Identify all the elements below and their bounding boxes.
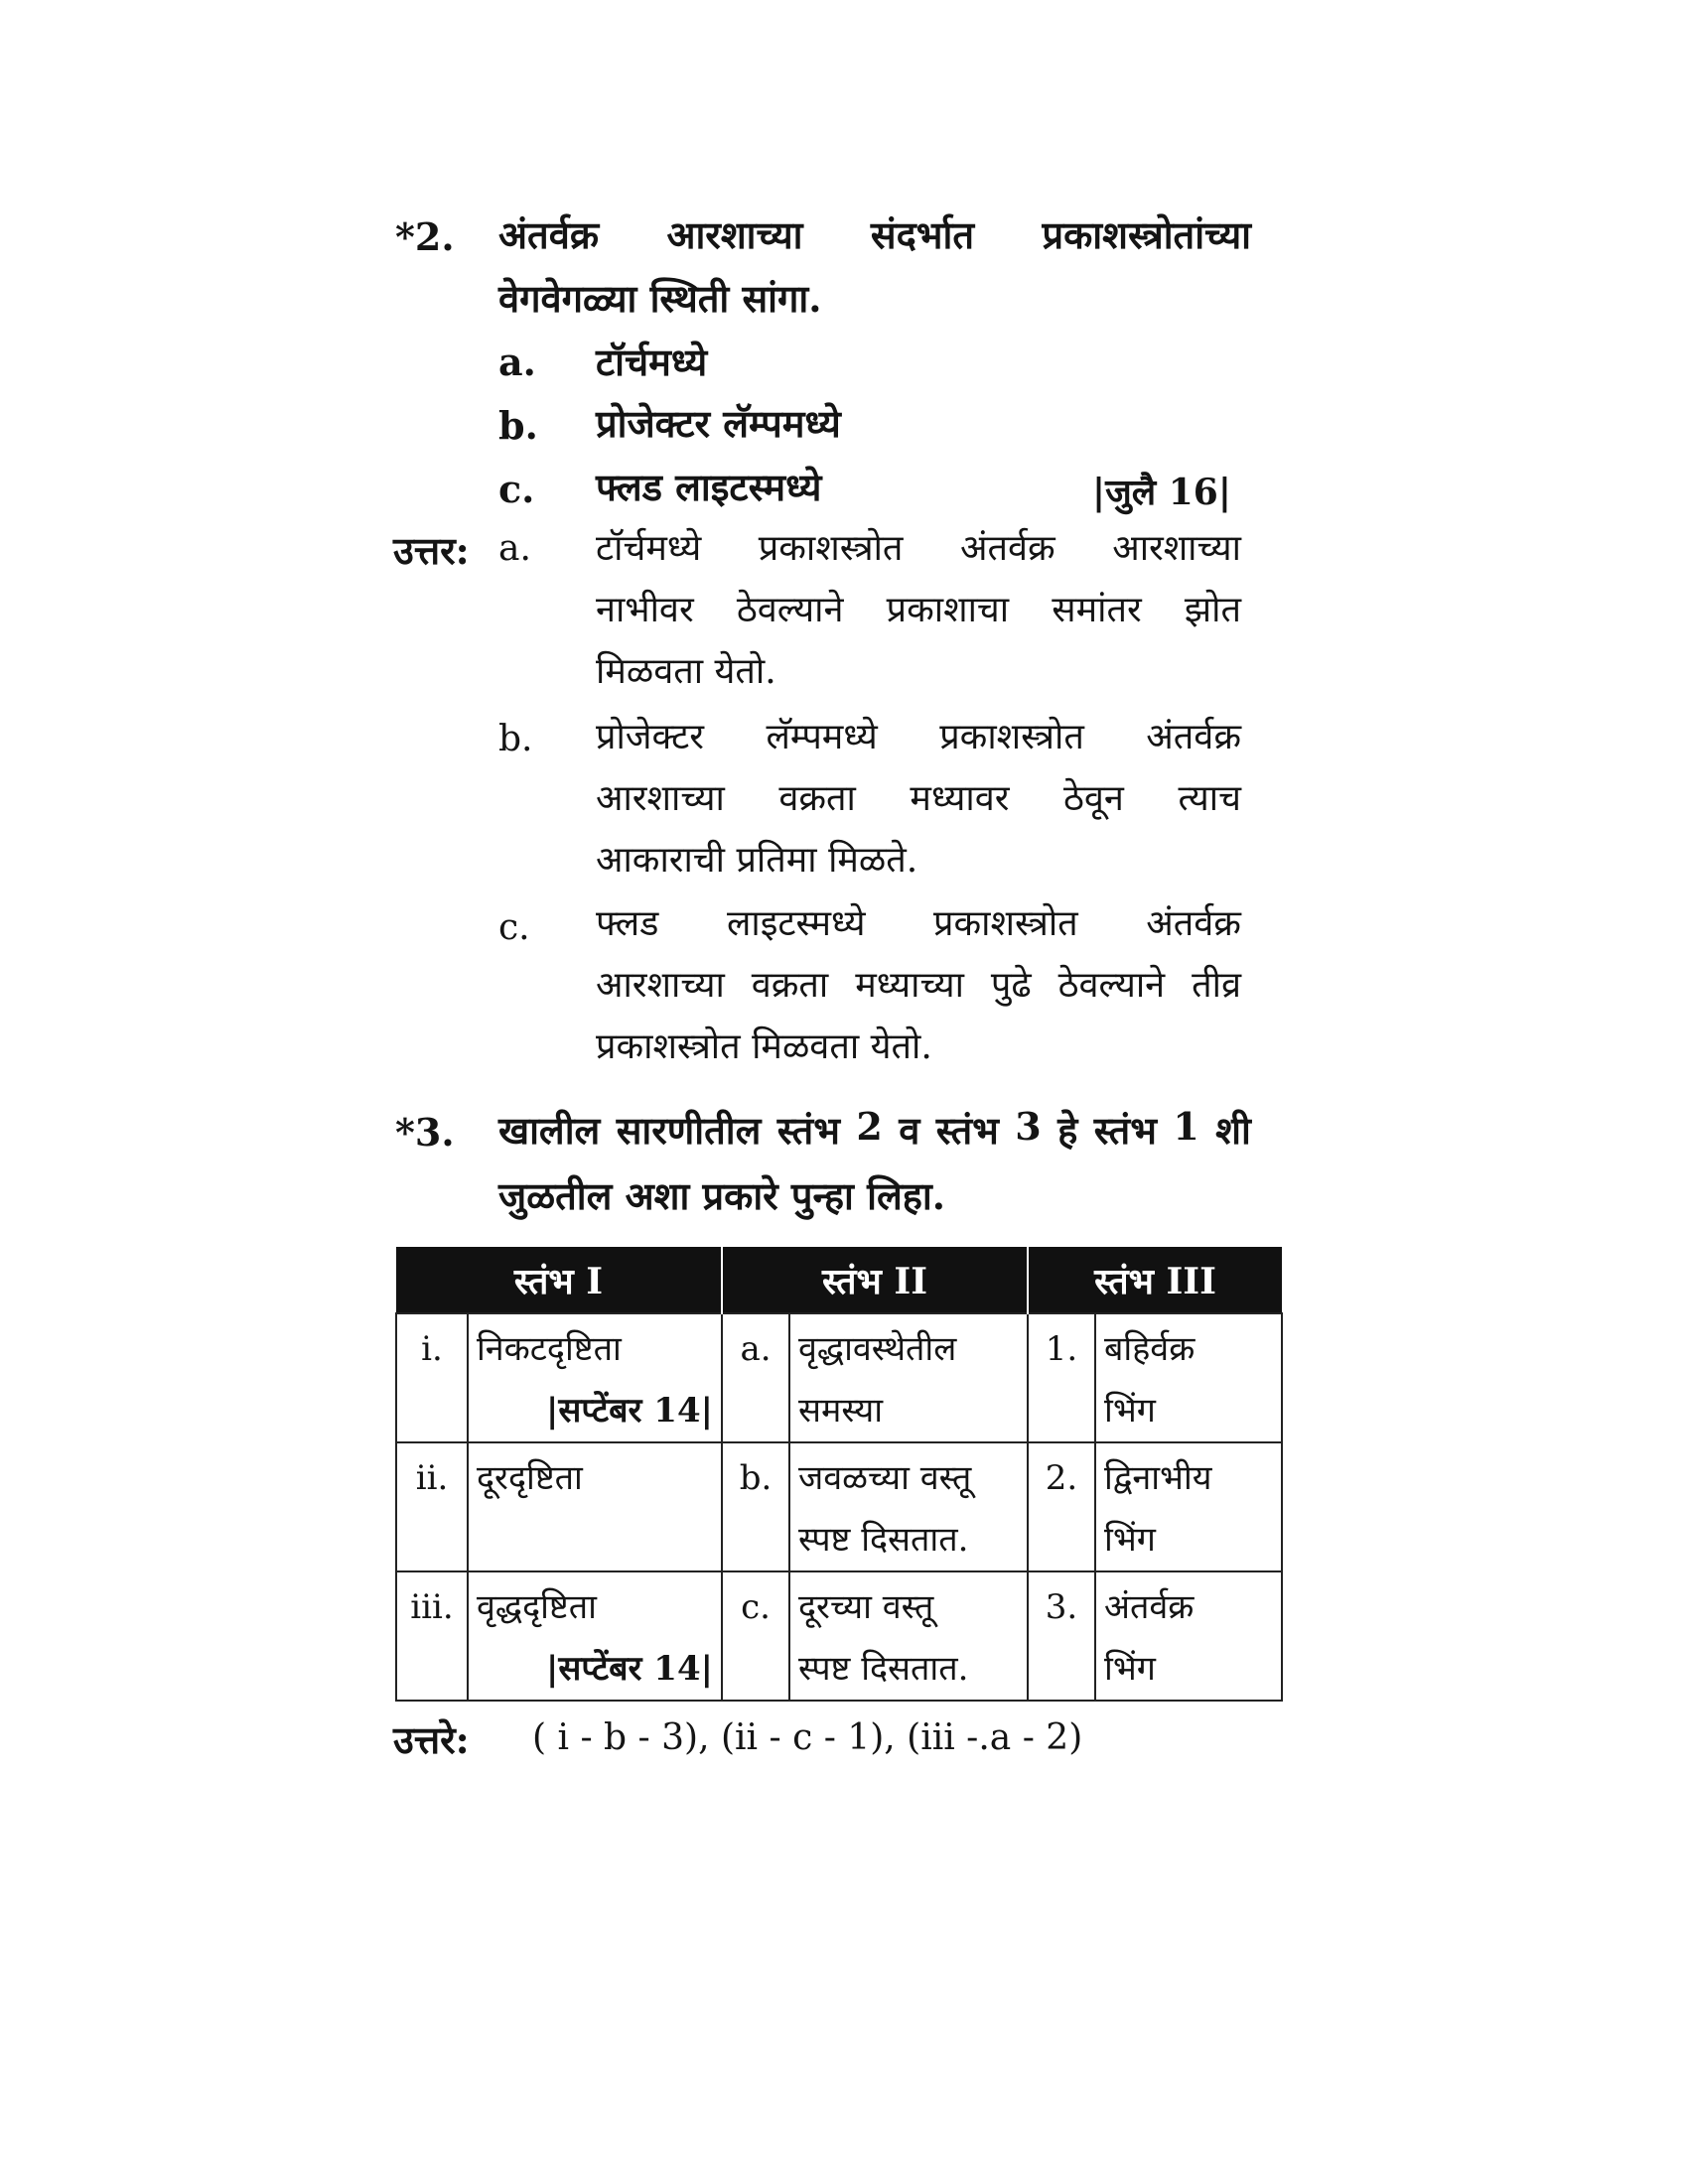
row-3-col2-num: c.: [722, 1571, 789, 1701]
row-1-col1-text: निकटदृष्टिता: [477, 1329, 622, 1369]
q2-date-tag: |जुलै 16|: [1092, 472, 1231, 513]
row-3-col1-tag: |सप्टेंबर 14|: [546, 1649, 713, 1689]
q2-answer-c-line2: आरशाच्या वक्रता मध्याच्या पुढे ठेवल्याने तीव्र: [596, 965, 1241, 1006]
q3-answer-text: ( i - b - 3), (ii - c - 1), (iii -.a - 2): [532, 1717, 1083, 1758]
q2-option-b-letter: b.: [498, 403, 538, 448]
q2-answer-a-line3: मिळवता येतो.: [596, 651, 776, 692]
q2-option-a-letter: a.: [498, 340, 536, 384]
row-3-col2-line1: दूरच्या वस्तू: [798, 1587, 934, 1627]
q2-answer-c-line1: फ्लड लाइटस्मध्ये प्रकाशस्त्रोत अंतर्वक्र: [596, 903, 1241, 944]
row-3-col1-num: iii.: [396, 1571, 468, 1701]
table-header-row: [396, 1247, 1282, 1313]
row-3-col3-line2: भिंग: [1104, 1649, 1156, 1689]
q2-answer-c-line3: प्रकाशस्त्रोत मिळवता येतो.: [596, 1026, 932, 1067]
table-row: [396, 1571, 1282, 1701]
row-2-col3: [1095, 1442, 1282, 1571]
row-2-col1: [468, 1442, 722, 1571]
row-3-col3-num: 3.: [1028, 1571, 1095, 1701]
q2-number: *2.: [395, 214, 455, 259]
table-row: [396, 1313, 1282, 1442]
q2-answer-a-line1: टॉर्चमध्ये प्रकाशस्त्रोत अंतर्वक्र आरशाच्या: [596, 528, 1241, 569]
matching-table: [395, 1247, 1283, 1702]
q3-number: *3.: [395, 1110, 455, 1155]
q2-question-line2: वेगवेगळ्या स्थिती सांगा.: [498, 276, 822, 321]
row-3-col2-line2: स्पष्ट दिसतात.: [798, 1649, 969, 1689]
row-1-col1: [468, 1313, 722, 1442]
row-1-col2-num: a.: [722, 1313, 789, 1442]
row-1-col3: [1095, 1313, 1282, 1442]
row-3-col3-line1: अंतर्वक्र: [1104, 1587, 1195, 1627]
row-1-col1-tag: |सप्टेंबर 14|: [546, 1391, 713, 1431]
row-2-col3-line1: द्विनाभीय: [1104, 1458, 1212, 1498]
q2-option-a-text: टॉर्चमध्ये: [596, 340, 708, 384]
row-2-col3-num: 2.: [1028, 1442, 1095, 1571]
q2-answer-label: उत्तर:: [393, 528, 470, 573]
row-1-col2-line2: समस्या: [798, 1391, 884, 1431]
row-1-col2: [789, 1313, 1028, 1442]
row-1-col3-line1: बहिर्वक्र: [1104, 1329, 1196, 1369]
q2-option-c-letter: c.: [498, 467, 535, 511]
row-2-col2: [789, 1442, 1028, 1571]
q2-answer-c-letter: c.: [498, 907, 530, 948]
row-1-col1-num: i.: [396, 1313, 468, 1442]
q2-answer-b-line1: प्रोजेक्टर लॅम्पमध्ये प्रकाशस्त्रोत अंतर्वक्र: [596, 717, 1241, 757]
q2-answer-a-line2: नाभीवर ठेवल्याने प्रकाशाचा समांतर झोत: [596, 590, 1241, 630]
row-2-col2-num: b.: [722, 1442, 789, 1571]
q3-question-line1: खालील सारणीतील स्तंभ 2 व स्तंभ 3 हे स्तंभ 1 शी: [498, 1104, 1251, 1153]
row-2-col3-line2: भिंग: [1104, 1520, 1156, 1560]
row-3-col1-text: वृद्धदृष्टिता: [477, 1587, 597, 1627]
q2-question-line1: अंतर्वक्र आरशाच्या संदर्भात प्रकाशस्त्रोतांच्या: [498, 212, 1251, 257]
row-3-col3: [1095, 1571, 1282, 1701]
table-row: [396, 1442, 1282, 1571]
row-2-col2-line2: स्पष्ट दिसतात.: [798, 1520, 969, 1560]
column-2-header: स्तंभ II: [722, 1247, 1028, 1313]
row-1-col3-line2: भिंग: [1104, 1391, 1156, 1431]
q2-answer-a-letter: a.: [498, 528, 531, 569]
column-1-header: स्तंभ I: [396, 1247, 722, 1313]
row-3-col1: [468, 1571, 722, 1701]
q2-answer-b-letter: b.: [498, 719, 533, 759]
row-2-col2-line1: जवळच्या वस्तू: [798, 1458, 972, 1498]
q2-option-c-text: फ्लड लाइटस्मध्ये: [596, 465, 822, 509]
q2-answer-b-line2: आरशाच्या वक्रता मध्यावर ठेवून त्याच: [596, 778, 1241, 819]
column-3-header: स्तंभ III: [1028, 1247, 1282, 1313]
q2-option-b-text: प्रोजेक्टर लॅम्पमध्ये: [596, 401, 841, 446]
q2-answer-b-line3: आकाराची प्रतिमा मिळते.: [596, 840, 918, 881]
q3-answer-label: उत्तरे:: [393, 1717, 470, 1762]
row-1-col3-num: 1.: [1028, 1313, 1095, 1442]
row-1-col2-line1: वृद्धावस्थेतील: [798, 1329, 957, 1369]
row-2-col1-text: दूरदृष्टिता: [477, 1458, 583, 1498]
row-3-col2: [789, 1571, 1028, 1701]
q3-question-line2: जुळतील अशा प्रकारे पुन्हा लिहा.: [498, 1173, 945, 1218]
row-2-col1-num: ii.: [396, 1442, 468, 1571]
